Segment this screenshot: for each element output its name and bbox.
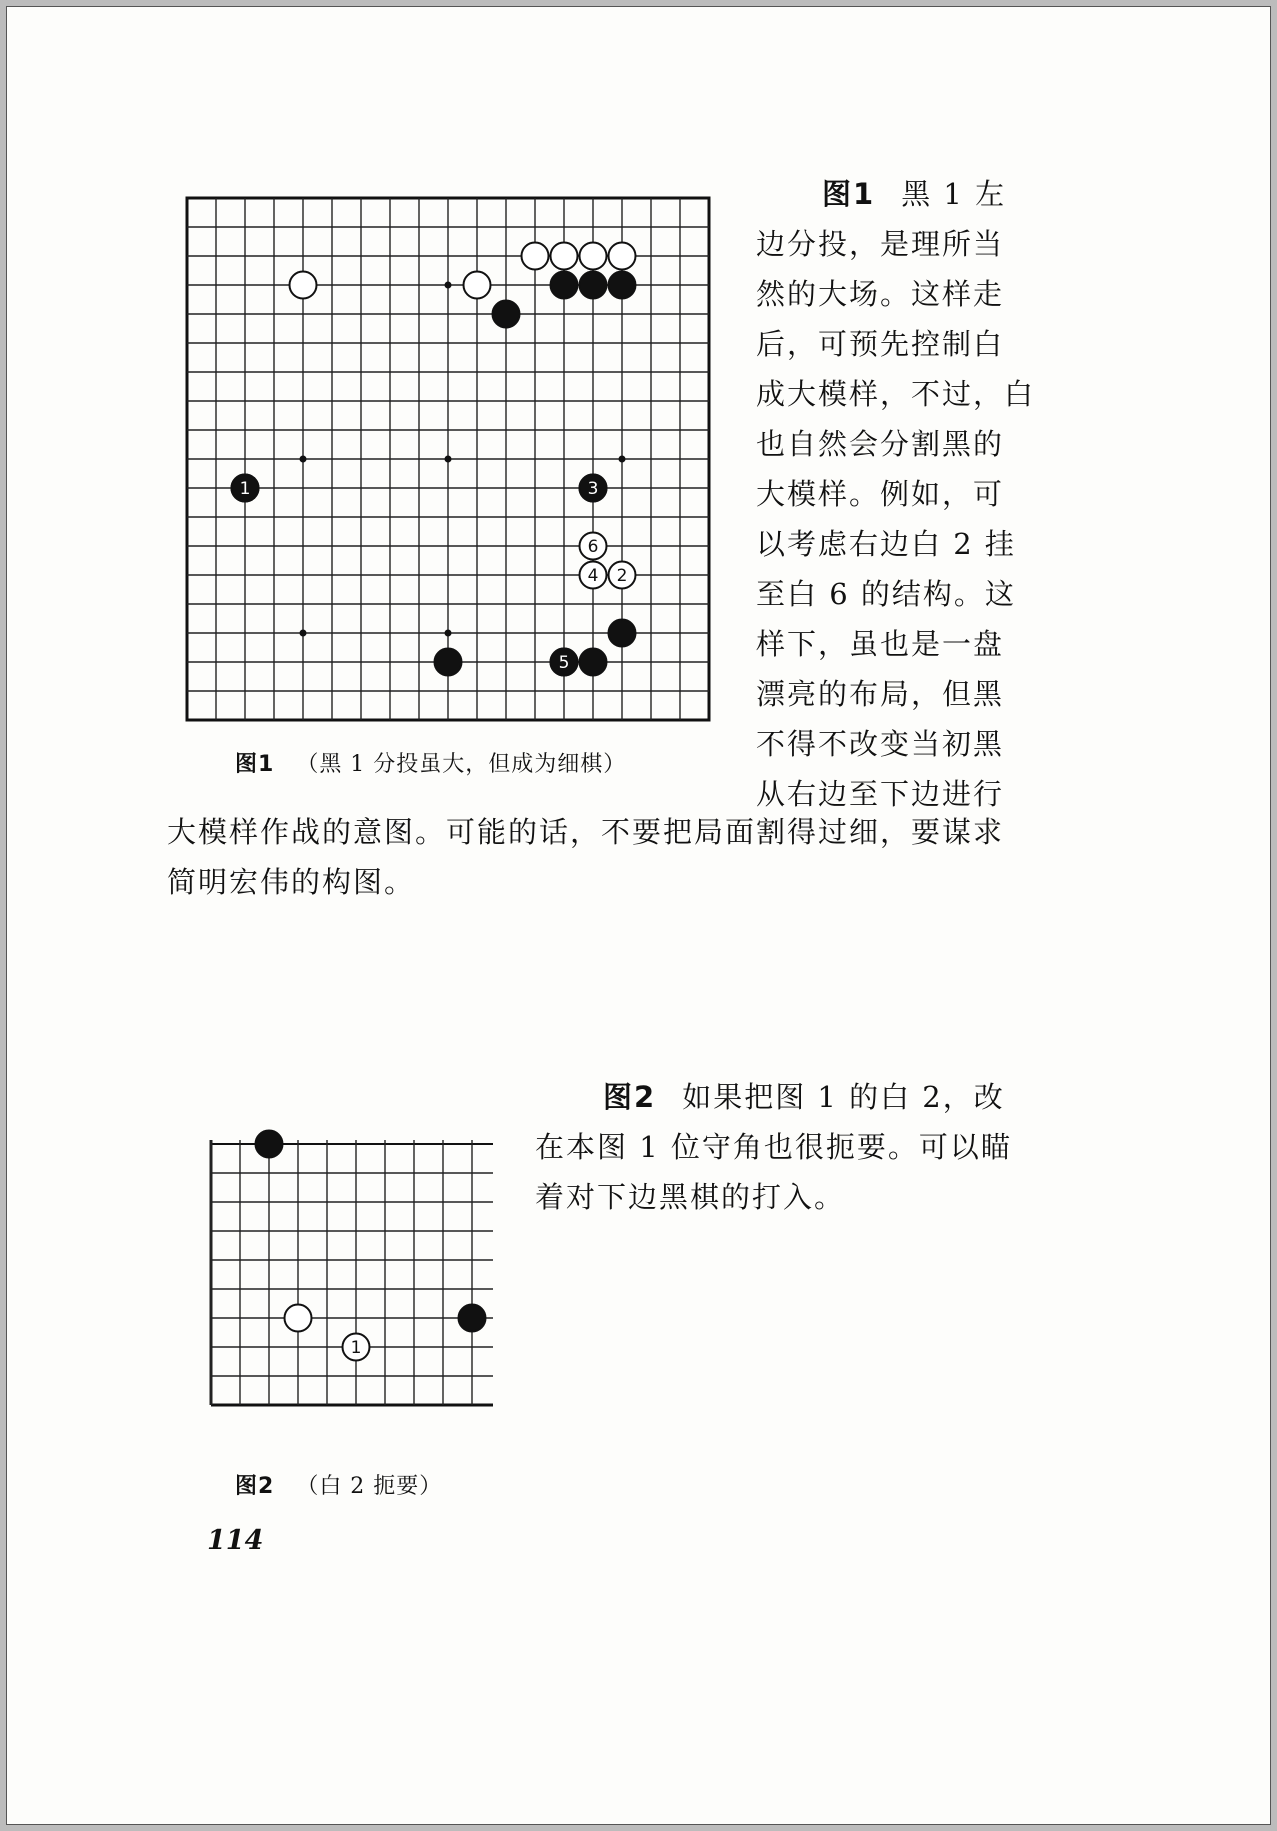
white-stone [551,243,578,270]
white-stone [285,1305,312,1332]
star-point [445,282,452,289]
text-line: 如果把图 1 的白 2，改 [682,1080,1005,1114]
black-stone-move-3 [580,475,607,502]
book-page [6,6,1271,1825]
paragraph-figure-2 [535,1072,1012,1222]
black-stone [493,301,520,328]
text-line: 不得不改变当初黑 [756,727,1005,761]
figure-1-caption-label: 图1 [235,752,275,777]
move-number-label: 4 [587,566,599,586]
move-number-label: 2 [616,566,628,586]
text-line: 黑 1 左 [901,177,1007,211]
text-line: 在本图 1 位守角也很扼要。可以瞄 [535,1130,1012,1164]
move-number-label: 1 [350,1338,362,1358]
white-stone [609,243,636,270]
figure-2-caption-label: 图2 [235,1474,275,1499]
move-number-label: 3 [587,479,599,499]
black-stone [609,620,636,647]
black-stone [256,1131,283,1158]
page-number: 114 [207,1525,264,1556]
black-stone [459,1305,486,1332]
paragraph-figure-1 [756,169,1035,819]
text-line: 至白 6 的结构。这 [756,577,1016,611]
black-stone [580,272,607,299]
text-line: 样下，虽也是一盘 [756,627,1005,661]
text-line: 也自然会分割黑的 [756,427,1005,461]
move-number-label: 1 [239,479,251,499]
black-stone [609,272,636,299]
move-number-label: 6 [587,537,599,557]
text-line: 大模样。例如，可 [756,477,1005,511]
white-stone [522,243,549,270]
figure-2-caption-text: （白 2 扼要） [296,1474,443,1499]
star-point [300,456,307,463]
go-board-figure-2 [197,1127,507,1427]
paragraph-figure-1-continued [167,807,1004,907]
star-point [300,630,307,637]
paragraph-1-heading: 图1 [822,177,876,211]
star-point [445,456,452,463]
white-stone [580,243,607,270]
figure-1-caption-text: （黑 1 分投虽大，但成为细棋） [296,752,627,777]
text-line: 着对下边黑棋的打入。 [535,1180,846,1214]
black-stone [551,272,578,299]
black-stone [435,649,462,676]
text-line: 大模样作战的意图。可能的话，不要把局面割得过细，要谋求 [167,815,1005,849]
black-stone-move-5 [551,649,578,676]
text-line: 成大模样，不过，白 [756,377,1036,411]
white-stone-move-2 [609,562,636,589]
text-line: 以考虑右边白 2 挂 [756,527,1016,561]
text-line: 边分投，是理所当 [756,227,1005,261]
text-line: 漂亮的布局，但黑 [756,677,1005,711]
go-board-figure-1 [181,192,721,737]
figure-1-caption [235,747,626,778]
black-stone-move-1 [232,475,259,502]
white-stone [290,272,317,299]
white-stone-move-4 [580,562,607,589]
white-stone [464,272,491,299]
white-stone-move-1 [343,1334,370,1361]
text-line: 后，可预先控制白 [756,327,1005,361]
text-line: 简明宏伟的构图。 [167,865,416,899]
star-point [445,630,452,637]
text-line: 然的大场。这样走 [756,277,1005,311]
paragraph-2-heading: 图2 [603,1080,657,1114]
star-point [619,456,626,463]
text-line: 从右边至下边进行 [756,777,1005,811]
move-number-label: 5 [558,653,570,673]
figure-2-caption [235,1469,442,1500]
white-stone-move-6 [580,533,607,560]
black-stone [580,649,607,676]
